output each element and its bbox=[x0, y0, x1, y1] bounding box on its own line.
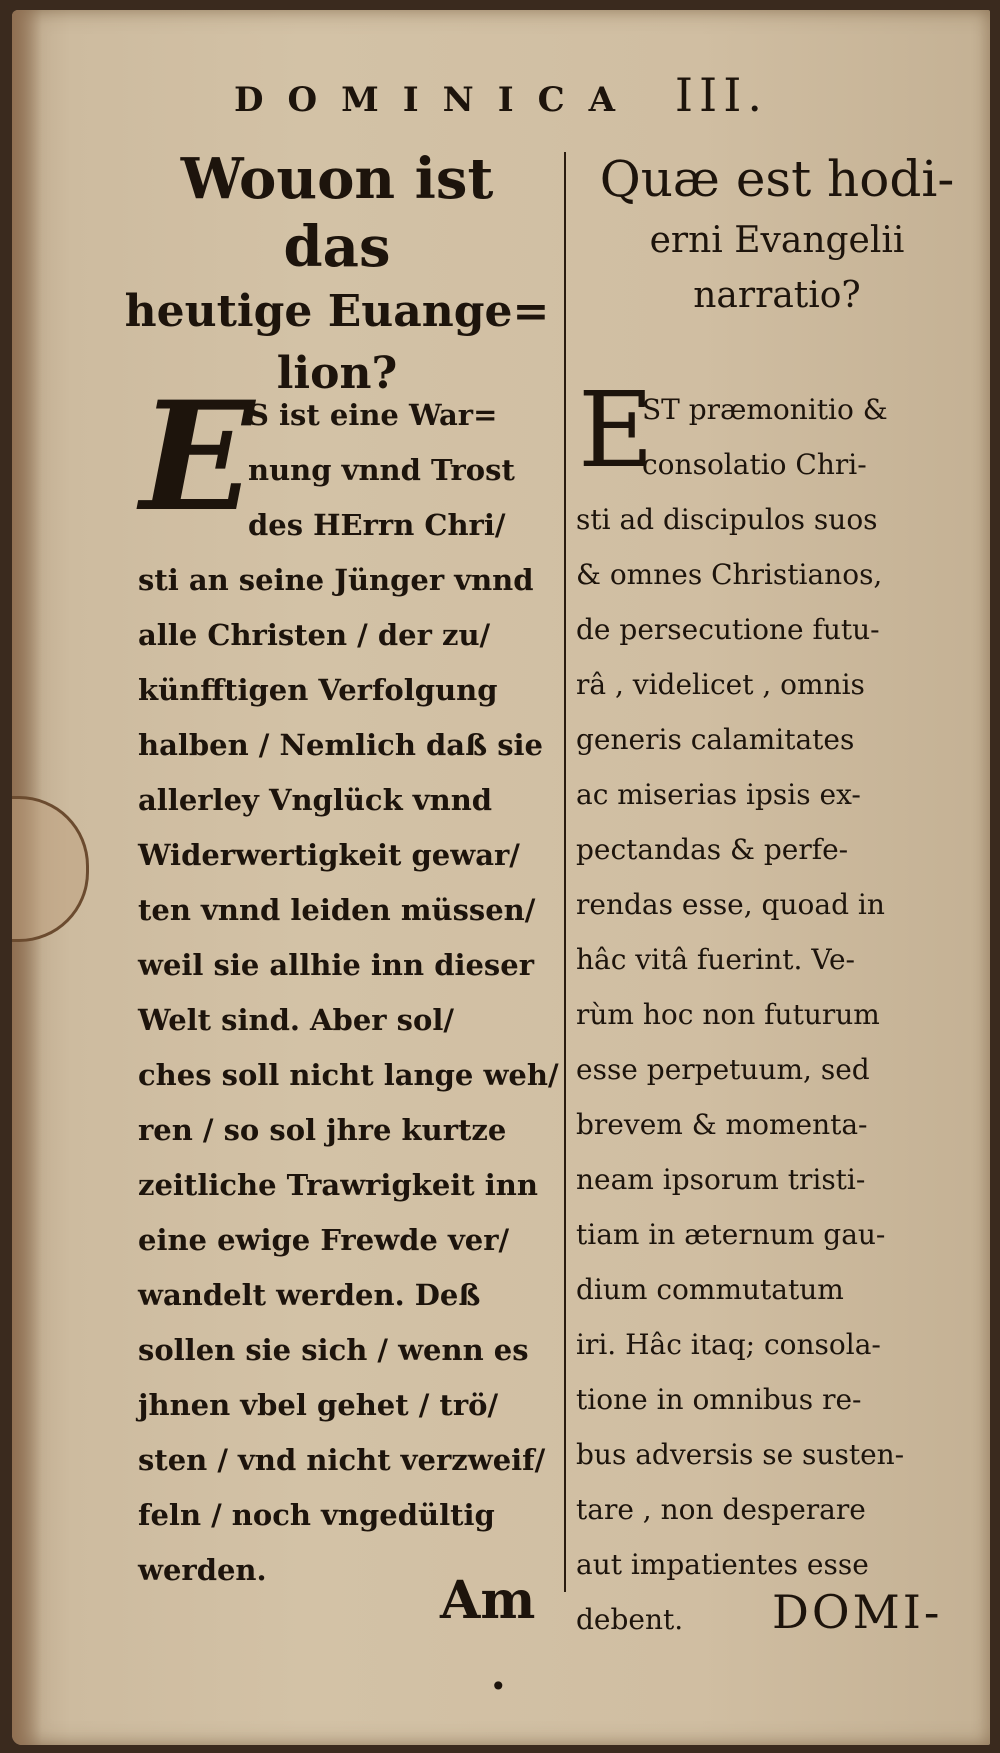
question-latin-line: erni Evangelii bbox=[649, 220, 905, 261]
question-german-line: Wouon ist das bbox=[180, 146, 494, 280]
german-text-line: Welt sind. Aber sol/ bbox=[138, 1003, 454, 1037]
german-text-line: ches soll nicht lange weh/ bbox=[138, 1058, 559, 1092]
german-text-line: alle Christen / der zu/ bbox=[138, 618, 491, 652]
german-text-line: ren / so sol jhre kurtze bbox=[138, 1113, 507, 1147]
answer-german bbox=[138, 388, 558, 1598]
latin-text-line: brevem & momenta- bbox=[576, 1108, 868, 1141]
question-latin-line: narratio? bbox=[693, 275, 861, 316]
german-text-line: sten / vnd nicht verzweif/ bbox=[138, 1443, 546, 1477]
latin-text-line: & omnes Christianos, bbox=[576, 558, 883, 591]
latin-text-line: debent. bbox=[576, 1603, 684, 1636]
german-text-line: S ist eine War= bbox=[248, 398, 498, 432]
latin-text-line: tiam in æternum gau- bbox=[576, 1218, 886, 1251]
question-german-line: lion? bbox=[276, 348, 398, 399]
german-text-line: werden. bbox=[138, 1553, 267, 1587]
german-text-line: sollen sie sich / wenn es bbox=[138, 1333, 529, 1367]
german-text-line: feln / noch vngedültig bbox=[138, 1498, 495, 1532]
latin-text-line: de persecutione futu- bbox=[576, 613, 880, 646]
german-text-line: eine ewige Frewde ver/ bbox=[138, 1223, 510, 1257]
catchword-german: Am bbox=[440, 1570, 536, 1631]
latin-text-line: bus adversis se susten- bbox=[576, 1438, 905, 1471]
german-text-line: künfftigen Verfolgung bbox=[138, 673, 498, 707]
latin-text-line: neam ipsorum tristi- bbox=[576, 1163, 866, 1196]
latin-text-line: râ , videlicet , omnis bbox=[576, 668, 865, 701]
running-head-numeral: III. bbox=[674, 68, 769, 122]
german-text-line: zeitliche Trawrigkeit inn bbox=[138, 1168, 538, 1202]
running-head-word: DOMINICA bbox=[233, 80, 640, 120]
latin-text-line: dium commutatum bbox=[576, 1273, 844, 1306]
latin-text-line: tare , non desperare bbox=[576, 1493, 866, 1526]
latin-drop-capital: E bbox=[578, 369, 654, 491]
latin-text-line: rendas esse, quoad in bbox=[576, 888, 885, 921]
german-text-line: ten vnnd leiden müssen/ bbox=[138, 893, 536, 927]
column-divider bbox=[564, 152, 566, 1592]
latin-text-line: iri. Hâc itaq; consola- bbox=[576, 1328, 881, 1361]
latin-text-line: ST præmonitio & bbox=[642, 393, 888, 426]
german-text-line: wandelt werden. Deß bbox=[138, 1278, 481, 1312]
question-german-line: heutige Euange= bbox=[124, 286, 550, 337]
question-german bbox=[122, 145, 552, 405]
catchword-latin: DOMI- bbox=[772, 1585, 943, 1639]
page-tab bbox=[12, 796, 89, 942]
latin-text-line: generis calamitates bbox=[576, 723, 855, 756]
latin-text-line: ac miserias ipsis ex- bbox=[576, 778, 861, 811]
latin-text-line: sti ad discipulos suos bbox=[576, 503, 878, 536]
german-text-line: Widerwertigkeit gewar/ bbox=[138, 838, 520, 872]
german-text-line: jhnen vbel gehet / trö/ bbox=[138, 1388, 499, 1422]
latin-text-line: aut impatientes esse bbox=[576, 1548, 869, 1581]
signature-mark: • bbox=[490, 1670, 507, 1703]
question-latin-line: Quæ est hodi- bbox=[599, 150, 955, 208]
running-head bbox=[12, 68, 990, 122]
german-drop-capital: E bbox=[140, 369, 255, 545]
latin-text-line: pectandas & perfe- bbox=[576, 833, 849, 866]
german-text-line: nung vnnd Trost bbox=[248, 453, 515, 487]
latin-text-line: esse perpetuum, sed bbox=[576, 1053, 870, 1086]
answer-latin bbox=[576, 382, 986, 1647]
book-page bbox=[12, 10, 990, 1745]
german-text-line: halben / Nemlich daß sie bbox=[138, 728, 543, 762]
german-text-line: weil sie allhie inn dieser bbox=[138, 948, 534, 982]
latin-text-line: consolatio Chri- bbox=[642, 448, 867, 481]
german-text-line: allerley Vnglück vnnd bbox=[138, 783, 493, 817]
latin-text-line: tione in omnibus re- bbox=[576, 1383, 862, 1416]
latin-text-line: rùm hoc non futurum bbox=[576, 998, 880, 1031]
question-latin bbox=[577, 145, 977, 323]
latin-text-line: hâc vitâ fuerint. Ve- bbox=[576, 943, 856, 976]
german-text-line: des HErrn Chri/ bbox=[248, 508, 506, 542]
german-text-line: sti an seine Jünger vnnd bbox=[138, 563, 534, 597]
